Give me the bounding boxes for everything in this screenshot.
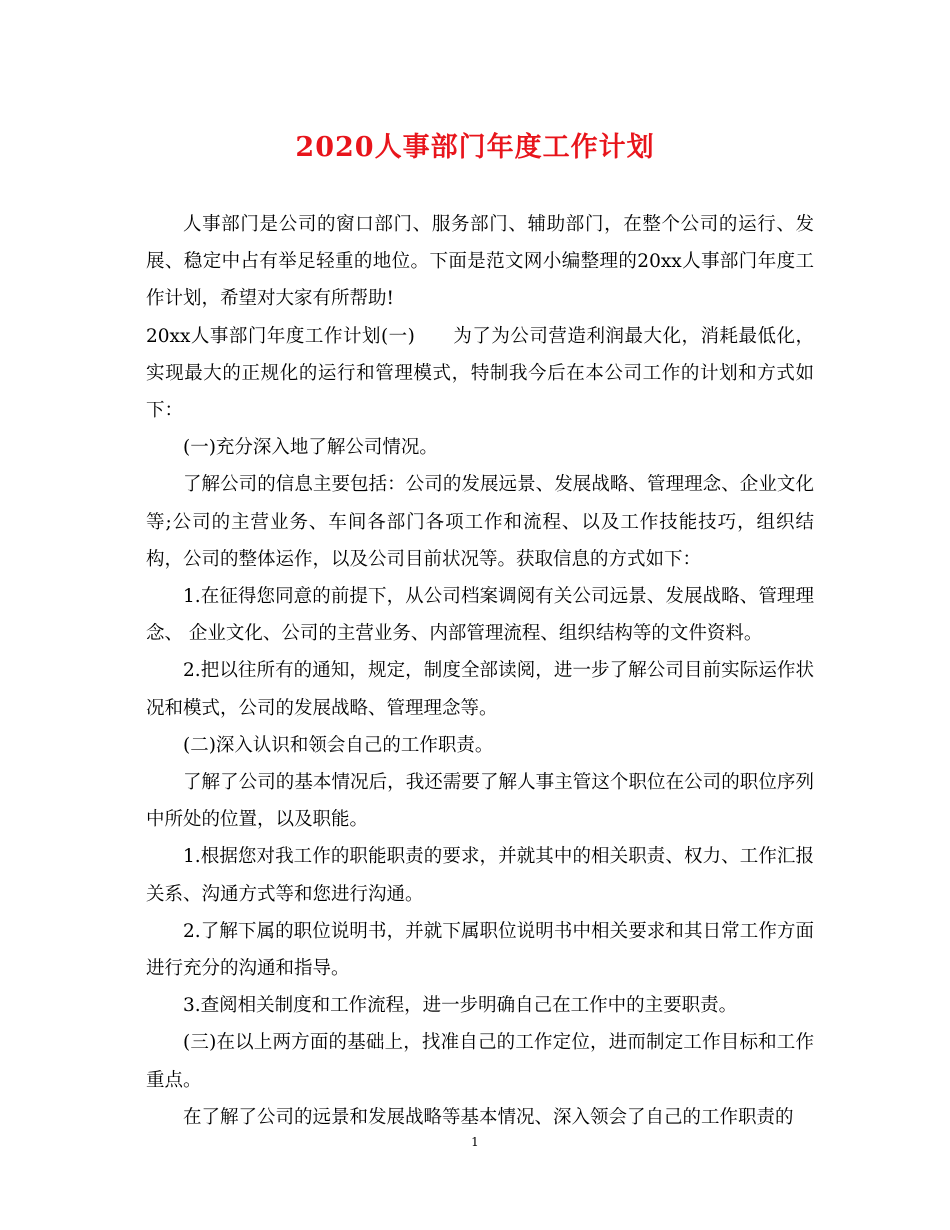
list-item: 2.了解下属的职位说明书，并就下属职位说明书中相关要求和其日常工作方面进行充分的沟通和指导。: [146, 920, 814, 980]
paragraph-intro: 人事部门是公司的窗口部门、服务部门、辅助部门，在整个公司的运行、发展、稳定中占有举足轻重的地位。下面是范文网小编整理的20xx人事部门年度工作计划，希望对大家有所帮助!: [146, 214, 814, 310]
paragraph: 在了解了公司的远景和发展战略等基本情况、深入领会了自己的工作职责的: [183, 1106, 794, 1128]
section-heading-one: (一)充分深入地了解公司情况。: [183, 437, 438, 459]
document-title: 2020人事部门年度工作计划: [295, 132, 655, 163]
list-item: 1.在征得您同意的前提下，从公司档案调阅有关公司远景、发展战略、管理理念、 企业文化、公司的主营业务、内部管理流程、组织结构等的文件资料。: [146, 586, 814, 645]
section-heading-three: (三)在以上两方面的基础上，找准自己的工作定位，进而制定工作目标和工作重点。: [146, 1032, 814, 1091]
list-item: 3.查阅相关制度和工作流程，进一步明确自己在工作中的主要职责。: [183, 995, 738, 1017]
paragraph: 了解公司的信息主要包括：公司的发展远景、发展战略、管理理念、企业文化等;公司的主营业务、车间各部门各项工作和流程、以及工作技能技巧，组织结构，公司的整体运作，以及公司目前状况等。获取信息的方式如下：: [146, 474, 814, 570]
page-number: 1: [471, 1135, 479, 1149]
paragraph: 了解了公司的基本情况后，我还需要了解人事主管这个职位在公司的职位序列中所处的位置，以及职能。: [146, 772, 814, 831]
document-body: [146, 206, 814, 1136]
list-item: 1.根据您对我工作的职能职责的要求，并就其中的相关职责、权力、工作汇报关系、沟通方式等和您进行沟通。: [146, 846, 814, 905]
section-heading-two: (二)深入认识和领会自己的工作职责。: [183, 734, 494, 756]
paragraph-plan-one: 20xx人事部门年度工作计划(一) 为了为公司营造利润最大化，消耗最低化，实现最大的正规化的运行和管理模式，特制我今后在本公司工作的计划和方式如下：: [146, 325, 814, 422]
list-item: 2.把以往所有的通知，规定，制度全部读阅，进一步了解公司目前实际运作状况和模式，公司的发展战略、管理理念等。: [146, 660, 814, 719]
